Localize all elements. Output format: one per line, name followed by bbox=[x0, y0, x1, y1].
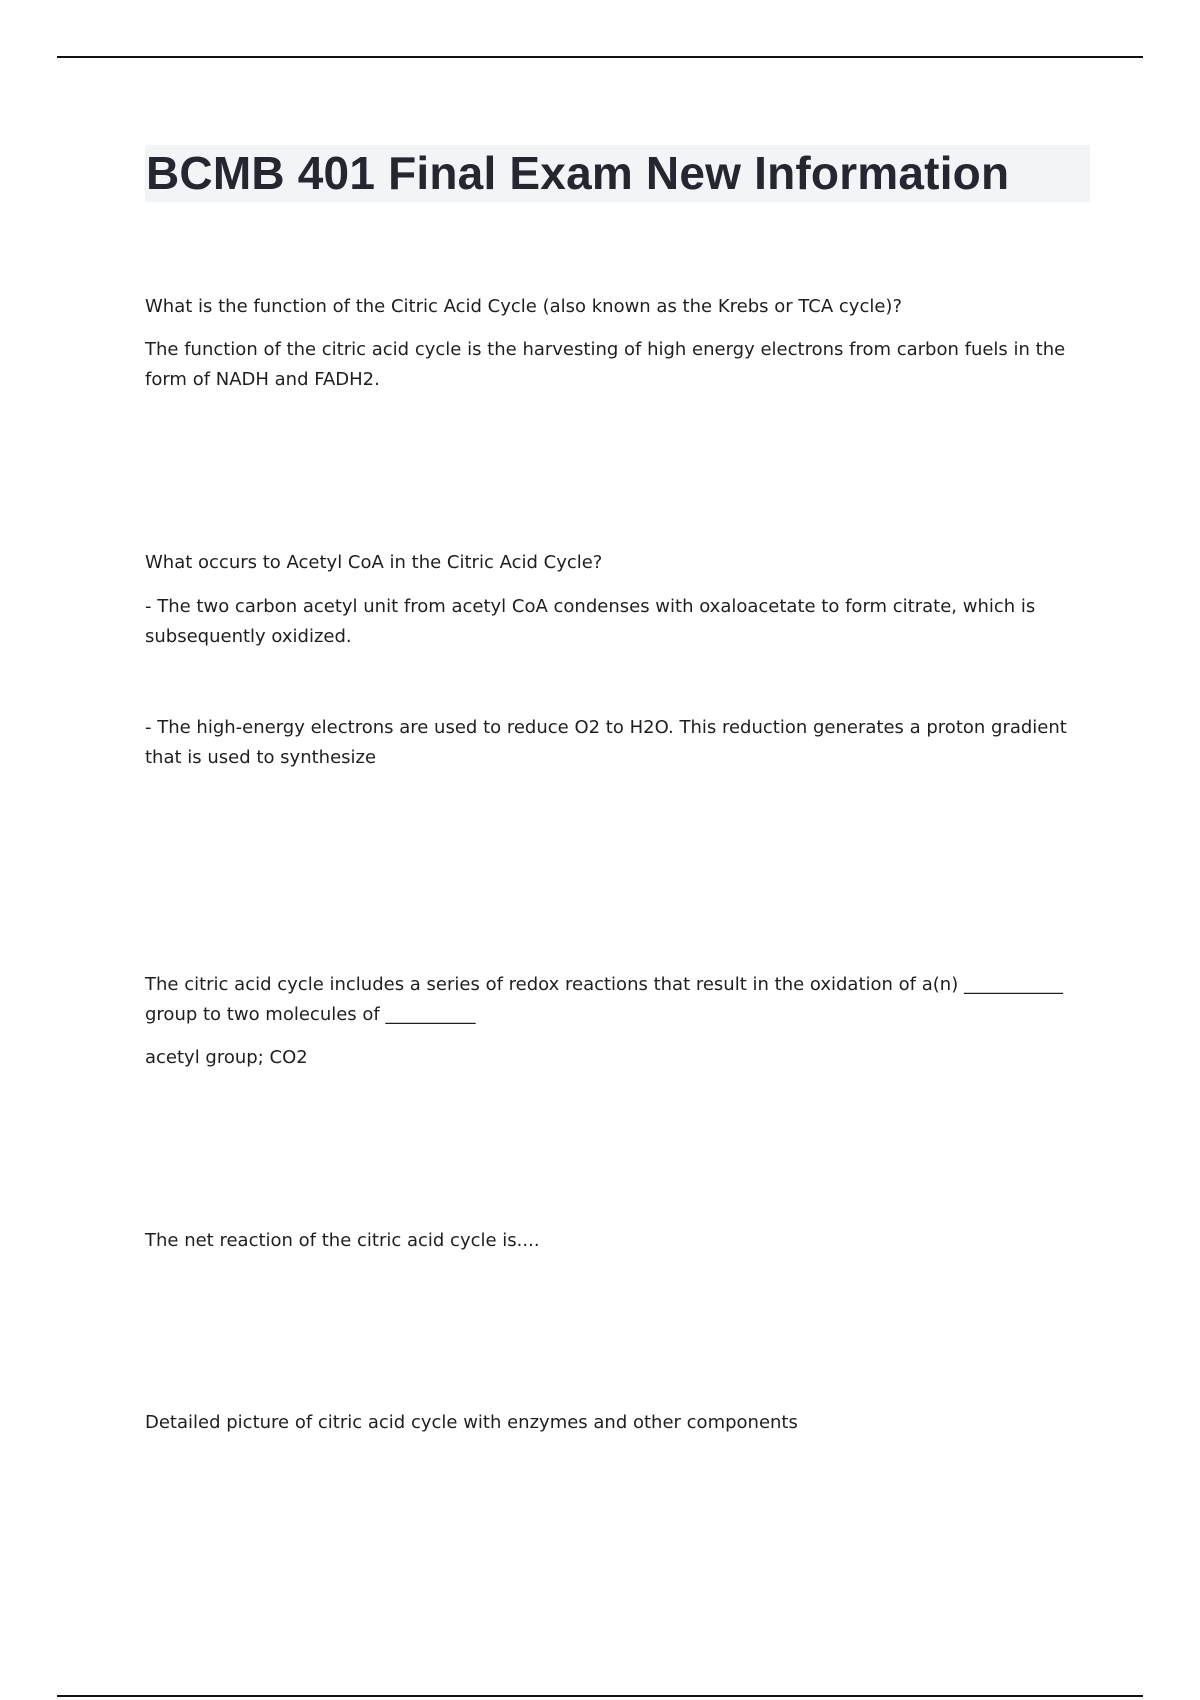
question-net-reaction: The net reaction of the citric acid cycle is.... bbox=[145, 1230, 540, 1251]
answer-acetyl-coa-point-1: - The two carbon acetyl unit from acetyl CoA condenses with oxaloacetate to form citrate, which is subsequently oxidized. bbox=[145, 596, 1036, 647]
top-rule bbox=[57, 56, 1143, 58]
answer-citric-acid-function: The function of the citric acid cycle is the harvesting of high energy electrons from carbon fuels in the form of NADH and FADH2. bbox=[145, 339, 1066, 390]
page-title: BCMB 401 Final Exam New Information bbox=[146, 147, 1010, 199]
bottom-rule bbox=[57, 1695, 1143, 1697]
question-citric-acid-function: What is the function of the Citric Acid Cycle (also known as the Krebs or TCA cycle)? bbox=[145, 296, 903, 317]
question-detailed-picture: Detailed picture of citric acid cycle with enzymes and other components bbox=[145, 1412, 798, 1433]
answer-acetyl-coa-point-2: - The high-energy electrons are used to reduce O2 to H2O. This reduction generates a proton gradient that is used to synthesize bbox=[145, 717, 1067, 768]
answer-redox-reactions: acetyl group; CO2 bbox=[145, 1047, 308, 1068]
question-redox-reactions: The citric acid cycle includes a series of redox reactions that result in the oxidation of a(n) ___________ group to two molecules of __________ bbox=[145, 974, 1063, 1025]
question-acetyl-coa: What occurs to Acetyl CoA in the Citric Acid Cycle? bbox=[145, 552, 603, 573]
